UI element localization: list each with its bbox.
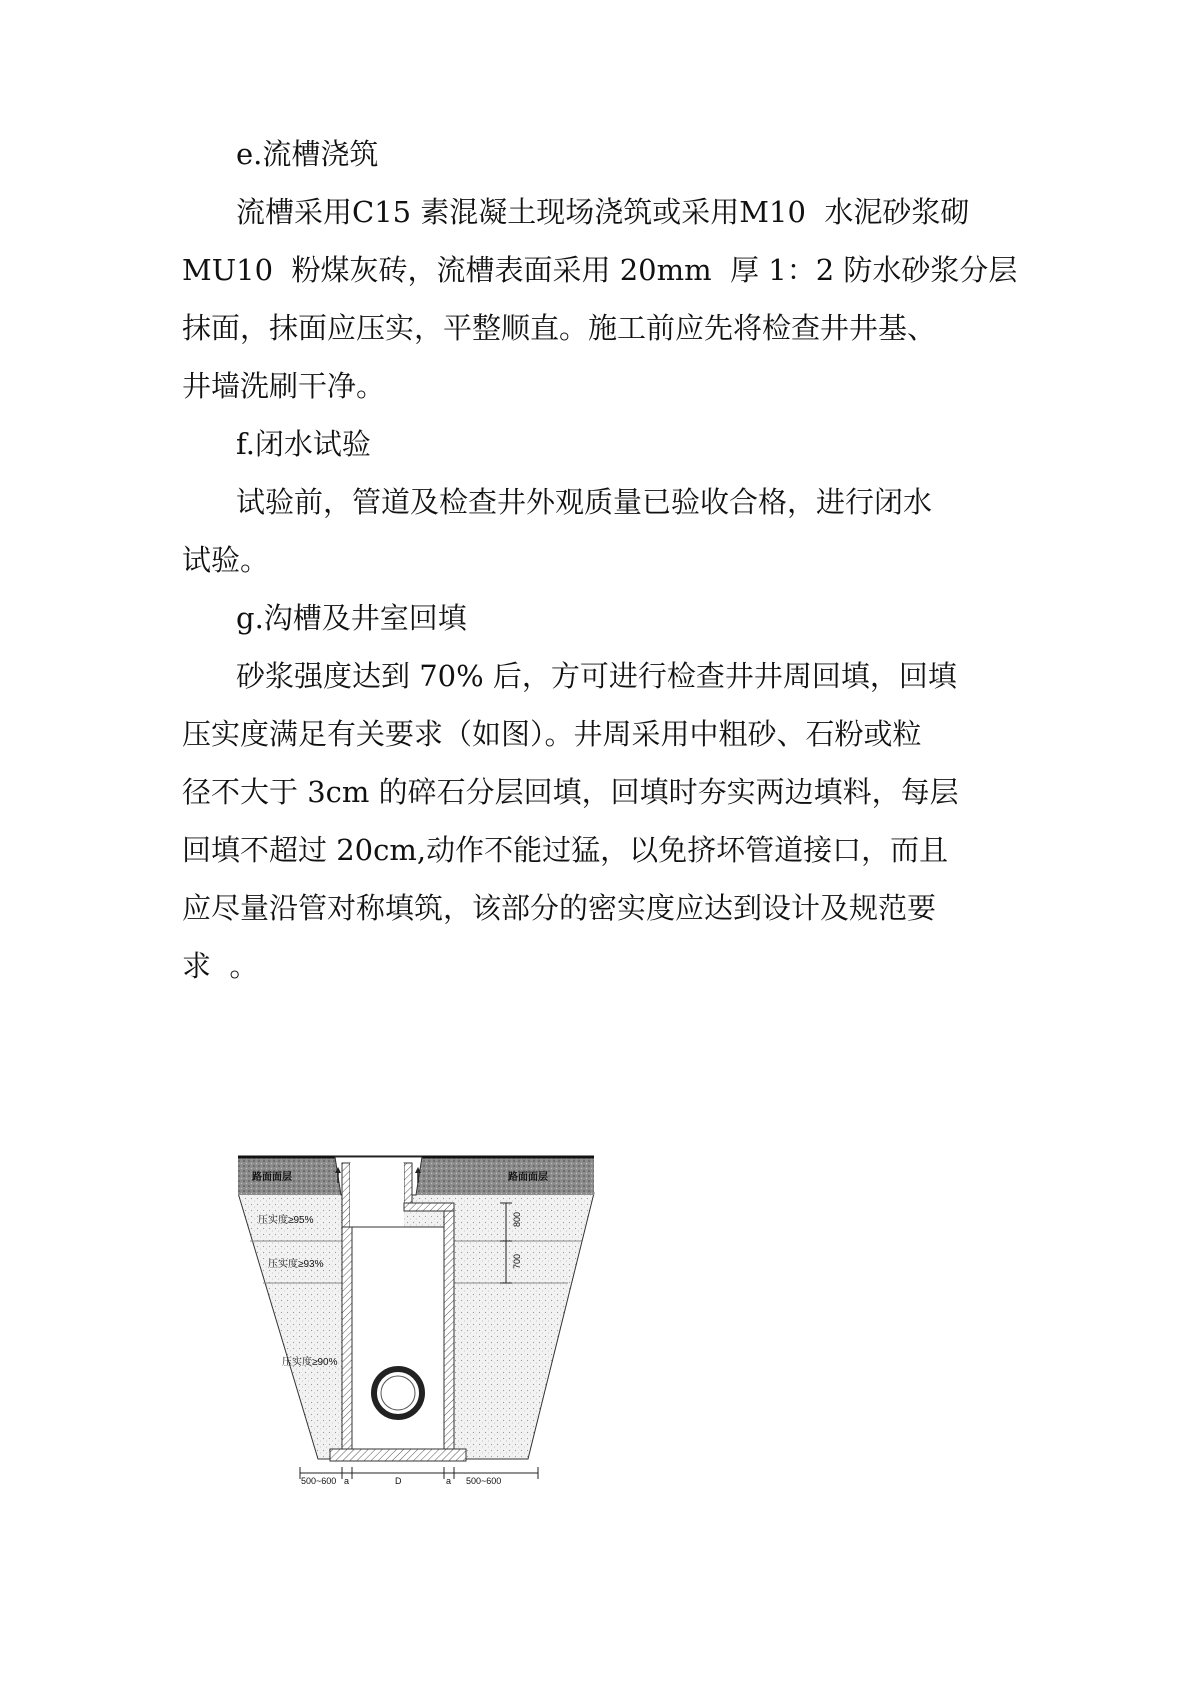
dimension-a-left: a: [344, 1476, 350, 1485]
paragraph-line: 流槽采用C15 素混凝土现场浇筑或采用M10 水泥砂浆砌: [236, 195, 970, 229]
paragraph-line: 回填不超过 20cm,动作不能过猛，以免挤坏管道接口，而且: [182, 833, 949, 867]
chamber-wall-right: [444, 1203, 454, 1449]
paragraph-line: 应尽量沿管对称填筑，该部分的密实度应达到设计及规范要: [182, 891, 937, 925]
base-slab: [330, 1449, 466, 1461]
chamber-wall-left: [342, 1227, 352, 1449]
riser-wall-left: [342, 1163, 350, 1227]
compaction-label-95: 压实度≥95%: [258, 1215, 314, 1226]
paragraph-line: MU10 粉煤灰砖，流槽表面采用 20mm 厚 1：2 防水砂浆分层: [182, 253, 1018, 287]
compaction-label-90: 压实度≥90%: [282, 1357, 338, 1368]
dimension-a-right: a: [446, 1476, 452, 1485]
paragraph-line: 径不大于 3cm 的碎石分层回填，回填时夯实两边填料，每层: [182, 775, 959, 809]
paragraph-line: 抹面，抹面应压实，平整顺直。施工前应先将检查井井基、: [182, 311, 937, 345]
paragraph-line: 砂浆强度达到 70% 后，方可进行检查井井周回填，回填: [236, 659, 957, 693]
right-surface-label: 路面面层: [508, 1172, 548, 1183]
dimension-700: 700: [512, 1253, 522, 1269]
paragraph-line: 求 。: [182, 949, 259, 983]
dimension-right-bottom: 500~600: [466, 1476, 502, 1485]
left-surface-label: 路面面层: [252, 1172, 292, 1183]
paragraph-line: 试验前，管道及检查井外观质量已验收合格，进行闭水: [236, 485, 933, 519]
riser-shaft: [350, 1163, 404, 1227]
section-heading-e: e.流槽浇筑: [236, 137, 379, 171]
diagram-svg: [238, 1155, 622, 1485]
dimension-left-bottom: 500~600: [301, 1476, 337, 1485]
riser-wall-right: [404, 1163, 412, 1203]
paragraph-line: 压实度满足有关要求（如图）。井周采用中粗砂、石粉或粒: [182, 717, 922, 751]
paragraph-line: 试验。: [182, 543, 270, 577]
chamber-roof: [404, 1203, 454, 1211]
section-heading-g: g.沟槽及井室回填: [236, 601, 467, 635]
paragraph-line: 井墙洗刷干净。: [182, 369, 386, 403]
dimension-800: 800: [512, 1211, 522, 1227]
section-heading-f: f.闭水试验: [236, 427, 371, 461]
manhole-backfill-diagram: [238, 1155, 622, 1485]
compaction-label-93: 压实度≥93%: [268, 1259, 324, 1270]
dimension-d: D: [395, 1476, 402, 1485]
